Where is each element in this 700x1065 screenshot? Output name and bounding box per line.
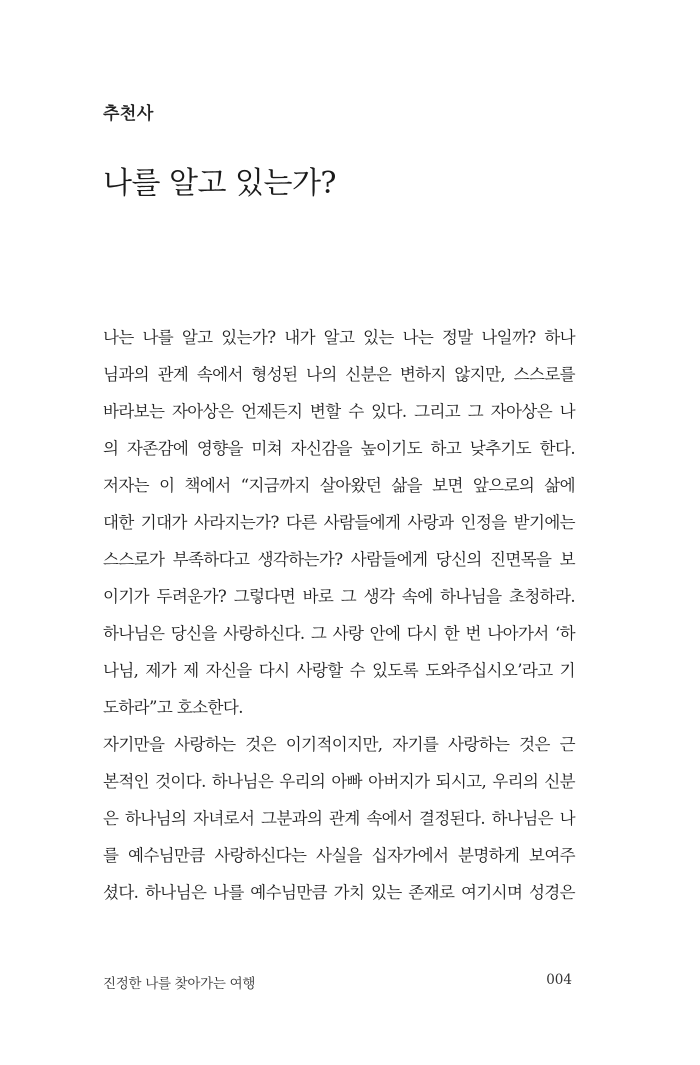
- body-line: 저자는 이 책에서 “지금까지 살아왔던 삶을 보면 앞으로의 삶에: [103, 476, 575, 495]
- body-line: 은 하나님의 자녀로서 그분과의 관계 속에서 결정된다. 하나님은 나: [103, 809, 575, 828]
- body-line: 하나님은 당신을 사랑하신다. 그 사랑 안에 다시 한 번 나아가서 ‘하: [103, 624, 575, 643]
- body-line: 셨다. 하나님은 나를 예수님만큼 가치 있는 존재로 여기시며 성경은: [103, 883, 575, 902]
- body-line: 본적인 것이다. 하나님은 우리의 아빠 아버지가 되시고, 우리의 신분: [103, 772, 575, 791]
- body-line: 님과의 관계 속에서 형성된 나의 신분은 변하지 않지만, 스스로를: [103, 365, 575, 384]
- footer-book-title: 진정한 나를 찾아가는 여행: [103, 976, 256, 992]
- body-line: 이기가 두려운가? 그렇다면 바로 그 생각 속에 하나님을 초청하라.: [103, 587, 575, 606]
- body-line: 를 예수님만큼 사랑하신다는 사실을 십자가에서 분명하게 보여주: [103, 846, 575, 865]
- body-line: 도하라”고 호소한다.: [103, 698, 243, 717]
- body-line: 의 자존감에 영향을 미쳐 자신감을 높이기도 하고 낮추기도 한다.: [103, 439, 575, 458]
- body-line: 나는 나를 알고 있는가? 내가 알고 있는 나는 정말 나일까? 하나: [103, 328, 575, 347]
- body-text: [103, 319, 575, 911]
- body-line: 자기만을 사랑하는 것은 이기적이지만, 자기를 사랑하는 것은 근: [103, 735, 575, 754]
- page-title: 나를 알고 있는가?: [103, 166, 337, 201]
- body-line: 나님, 제가 제 자신을 다시 사랑할 수 있도록 도와주십시오’라고 기: [103, 661, 575, 680]
- page-number: 004: [546, 972, 572, 988]
- body-line: 스스로가 부족하다고 생각하는가? 사람들에게 당신의 진면목을 보: [103, 550, 575, 569]
- body-line: 바라보는 자아상은 언제든지 변할 수 있다. 그리고 그 자아상은 나: [103, 402, 575, 421]
- body-line: 대한 기대가 사라지는가? 다른 사람들에게 사랑과 인정을 받기에는: [103, 513, 575, 532]
- section-label: 추천사: [103, 104, 154, 124]
